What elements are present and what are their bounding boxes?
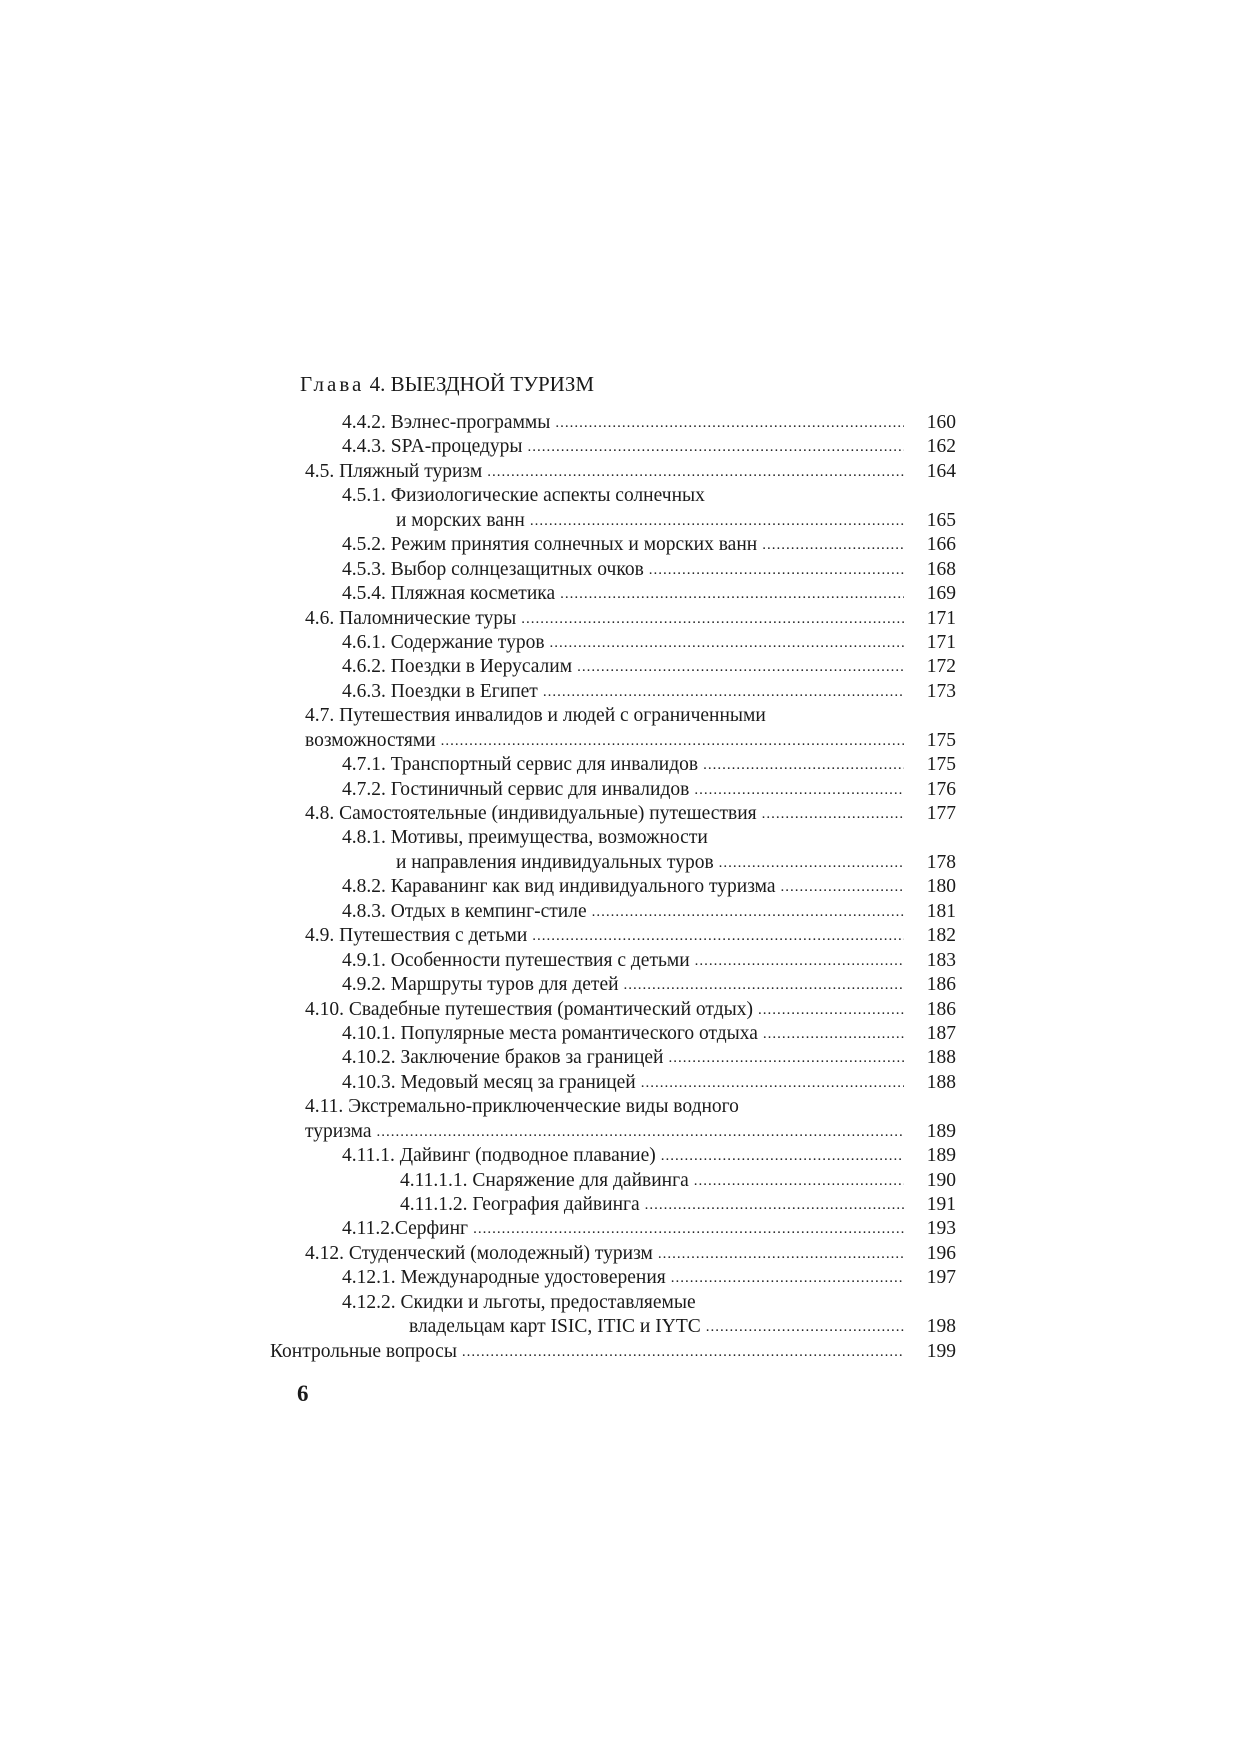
toc-entry-title: 4.9.2. Маршруты туров для детей xyxy=(342,974,619,996)
toc-entry-leader xyxy=(762,533,956,557)
dot-leader xyxy=(763,1022,904,1046)
toc-entry-page: 166 xyxy=(926,534,956,556)
toc-entry-leader xyxy=(624,973,956,997)
toc-entry-leader xyxy=(560,582,956,606)
toc-entry-page: 173 xyxy=(926,680,956,702)
toc-entry-page: 189 xyxy=(926,1145,956,1167)
toc-entry-page: 183 xyxy=(926,949,956,971)
dot-leader xyxy=(377,1120,905,1144)
toc-entry xyxy=(300,533,956,557)
dot-leader xyxy=(703,753,904,777)
dot-leader xyxy=(530,509,904,533)
toc-entry xyxy=(300,435,956,459)
dot-leader xyxy=(555,411,904,435)
toc-entry xyxy=(300,998,956,1022)
toc-entry-page: 193 xyxy=(926,1218,956,1240)
toc-entry xyxy=(300,484,956,508)
toc-entry xyxy=(300,582,956,606)
dot-leader xyxy=(694,778,904,802)
toc-entry-leader xyxy=(719,851,956,875)
toc-entry-page: 198 xyxy=(926,1316,956,1338)
toc-entry xyxy=(300,973,956,997)
toc-entry xyxy=(300,607,956,631)
toc-entry-title: 4.8. Самостоятельные (индивидуальные) путешествия xyxy=(305,803,757,824)
toc-entry-title: 4.7.1. Транспортный сервис для инвалидов xyxy=(342,754,699,776)
toc-entry-page: 169 xyxy=(926,583,956,605)
dot-leader xyxy=(671,1266,904,1290)
toc-entry-page: 172 xyxy=(926,656,956,678)
toc-entry-title: 4.6. Паломнические туры xyxy=(305,607,517,629)
toc-entry-page: 197 xyxy=(926,1267,956,1289)
toc-entry-leader xyxy=(658,1242,956,1266)
toc-entry-leader xyxy=(530,509,956,533)
toc-entry xyxy=(300,1022,956,1046)
chapter-title xyxy=(300,370,594,398)
dot-leader xyxy=(487,460,904,484)
toc-entry xyxy=(300,826,956,850)
toc-entry-leader xyxy=(706,1315,956,1339)
toc-entry-page: 177 xyxy=(926,803,956,824)
toc-entry-leader xyxy=(532,924,956,948)
dot-leader xyxy=(560,582,904,606)
toc-entry-leader xyxy=(577,655,956,679)
toc-entry xyxy=(300,680,956,704)
dot-leader xyxy=(669,1046,905,1070)
dot-leader xyxy=(694,1169,904,1193)
toc-entry-title: 4.5. Пляжный туризм xyxy=(305,460,483,482)
toc-entry-title: возможностями xyxy=(305,729,436,751)
toc-entry-title: 4.10.2. Заключение браков за границей xyxy=(342,1047,664,1069)
toc-entry-page: 165 xyxy=(926,509,956,531)
toc-entry-leader xyxy=(703,753,956,777)
toc-entry-leader xyxy=(528,435,956,459)
toc-entry-title: 4.12.2. Скидки и льготы, предоставляемые xyxy=(342,1291,696,1313)
toc-entry xyxy=(300,1095,956,1119)
toc-entry-title: 4.4.2. Вэлнес-программы xyxy=(342,412,551,433)
dot-leader xyxy=(641,1071,904,1095)
toc-entry-leader xyxy=(473,1217,956,1241)
toc-entry-title: и морских ванн xyxy=(396,509,525,531)
dot-leader xyxy=(649,558,904,582)
toc-entry-leader xyxy=(550,631,956,655)
dot-leader xyxy=(441,729,904,753)
toc-entry-title: 4.11.2.Серфинг xyxy=(342,1218,469,1240)
toc-entry-leader xyxy=(487,460,956,484)
toc-entry-page: 164 xyxy=(926,460,956,482)
toc-entry-title: туризма xyxy=(305,1120,372,1142)
toc-entry-title: 4.6.1. Содержание туров xyxy=(342,631,545,653)
toc-entry-page: 182 xyxy=(926,925,956,947)
toc-entry-leader xyxy=(781,875,956,899)
dot-leader xyxy=(658,1242,904,1266)
toc-entry-page: 181 xyxy=(926,900,956,922)
toc-entry-title: 4.9.1. Особенности путешествия с детьми xyxy=(342,949,690,971)
table-of-contents xyxy=(270,411,956,1364)
toc-entry-leader xyxy=(592,900,956,924)
toc-entry-title: 4.5.3. Выбор солнцезащитных очков xyxy=(342,558,644,580)
toc-entry-title: Контрольные вопросы xyxy=(270,1340,457,1362)
toc-entry xyxy=(300,1266,956,1290)
toc-entry-page: 186 xyxy=(926,974,956,996)
toc-entry-title: 4.6.2. Поездки в Иерусалим xyxy=(342,656,573,678)
toc-entry-page: 168 xyxy=(926,558,956,580)
toc-entry-page: 162 xyxy=(926,436,956,458)
toc-entry xyxy=(300,900,956,924)
toc-entry xyxy=(300,1291,956,1315)
dot-leader xyxy=(758,998,904,1022)
toc-entry xyxy=(300,1217,956,1241)
dot-leader xyxy=(781,875,904,899)
toc-entry xyxy=(300,1046,956,1070)
toc-entry-page: 190 xyxy=(926,1169,956,1191)
toc-entry xyxy=(300,509,956,533)
toc-entry-leader xyxy=(763,1022,956,1046)
toc-entry-leader xyxy=(441,729,956,753)
toc-entry-page: 178 xyxy=(926,851,956,873)
toc-entry-title: 4.8.2. Караванинг как вид индивидуального туризма xyxy=(342,876,776,898)
toc-entry xyxy=(270,1340,956,1364)
toc-entry-title: 4.4.3. SPA-процедуры xyxy=(342,436,523,458)
toc-entry xyxy=(300,631,956,655)
toc-entry-title: 4.12.1. Международные удостоверения xyxy=(342,1267,666,1289)
toc-entry-leader xyxy=(694,1169,956,1193)
toc-entry-title: 4.11.1.2. География дайвинга xyxy=(400,1194,640,1215)
dot-leader xyxy=(719,851,904,875)
toc-entry-title: 4.11.1. Дайвинг (подводное плавание) xyxy=(342,1145,656,1167)
toc-entry-page: 180 xyxy=(926,876,956,898)
toc-entry-page: 191 xyxy=(926,1194,956,1215)
toc-entry-page: 171 xyxy=(926,631,956,653)
toc-entry-page: 160 xyxy=(926,412,956,433)
toc-entry xyxy=(300,411,956,435)
toc-entry-page: 175 xyxy=(926,754,956,776)
toc-entry-title: 4.5.4. Пляжная косметика xyxy=(342,583,556,605)
toc-entry xyxy=(300,949,956,973)
toc-entry xyxy=(300,558,956,582)
toc-entry-page: 186 xyxy=(926,998,956,1020)
toc-entry-leader xyxy=(758,998,956,1022)
toc-entry xyxy=(300,1193,956,1217)
toc-entry-title: 4.6.3. Поездки в Египет xyxy=(342,680,538,702)
dot-leader xyxy=(473,1217,904,1241)
toc-entry xyxy=(300,1242,956,1266)
dot-leader xyxy=(661,1144,904,1168)
toc-entry-title: 4.10.1. Популярные места романтического отдыха xyxy=(342,1022,758,1044)
dot-leader xyxy=(550,631,904,655)
toc-entry xyxy=(300,875,956,899)
toc-entry xyxy=(300,1169,956,1193)
toc-entry xyxy=(300,753,956,777)
dot-leader xyxy=(528,435,904,459)
toc-entry-title: 4.7. Путешествия инвалидов и людей с ограниченными xyxy=(305,705,766,727)
toc-entry-page: 187 xyxy=(926,1022,956,1044)
page-number: 6 xyxy=(297,1381,309,1406)
toc-entry-title: владельцам карт ISIC, ITIC и IYTC xyxy=(409,1316,701,1338)
toc-entry xyxy=(300,655,956,679)
chapter-name: 4. ВЫЕЗДНОЙ ТУРИЗМ xyxy=(369,372,595,396)
dot-leader xyxy=(624,973,904,997)
toc-entry-title: 4.7.2. Гостиничный сервис для инвалидов xyxy=(342,778,690,800)
toc-entry-title: 4.5.2. Режим принятия солнечных и морских ванн xyxy=(342,534,758,556)
toc-entry-leader xyxy=(641,1071,956,1095)
toc-entry-page: 171 xyxy=(926,607,956,629)
toc-entry-title: 4.9. Путешествия с детьми xyxy=(305,925,528,947)
dot-leader xyxy=(462,1340,904,1364)
toc-entry-title: 4.8.3. Отдых в кемпинг-стиле xyxy=(342,900,587,922)
dot-leader xyxy=(577,655,904,679)
toc-entry-title: 4.11.1.1. Снаряжение для дайвинга xyxy=(400,1169,689,1191)
toc-entry-leader xyxy=(762,802,956,826)
toc-entry-leader xyxy=(661,1144,956,1168)
toc-entry xyxy=(300,778,956,802)
toc-entry-leader xyxy=(649,558,956,582)
toc-entry-leader xyxy=(462,1340,956,1364)
toc-entry-title: 4.5.1. Физиологические аспекты солнечных xyxy=(342,485,705,507)
toc-entry-title: и направления индивидуальных туров xyxy=(396,851,714,873)
dot-leader xyxy=(706,1315,904,1339)
toc-entry-title: 4.8.1. Мотивы, преимущества, возможности xyxy=(342,827,708,849)
dot-leader xyxy=(543,680,904,704)
toc-entry xyxy=(300,1144,956,1168)
toc-entry xyxy=(300,924,956,948)
toc-entry-leader xyxy=(645,1193,956,1217)
toc-entry-leader xyxy=(695,949,956,973)
toc-entry xyxy=(300,1315,956,1339)
toc-entry-page: 175 xyxy=(926,729,956,751)
dot-leader xyxy=(762,533,904,557)
toc-entry xyxy=(300,1120,956,1144)
toc-entry-page: 189 xyxy=(926,1120,956,1142)
dot-leader xyxy=(521,607,904,631)
toc-entry xyxy=(300,802,956,826)
toc-entry xyxy=(300,1071,956,1095)
toc-entry-leader xyxy=(555,411,956,435)
toc-entry-page: 196 xyxy=(926,1242,956,1264)
toc-entry-title: 4.12. Студенческий (молодежный) туризм xyxy=(305,1242,653,1264)
chapter-label: Глава xyxy=(300,372,365,396)
dot-leader xyxy=(645,1193,904,1217)
toc-entry-page: 176 xyxy=(926,778,956,800)
toc-entry xyxy=(300,851,956,875)
dot-leader xyxy=(532,924,904,948)
toc-entry-leader xyxy=(543,680,956,704)
toc-entry-page: 188 xyxy=(926,1071,956,1093)
toc-entry-leader xyxy=(671,1266,956,1290)
toc-entry xyxy=(300,460,956,484)
dot-leader xyxy=(762,802,904,826)
toc-entry-page: 188 xyxy=(926,1047,956,1069)
dot-leader xyxy=(592,900,904,924)
toc-entry-leader xyxy=(694,778,956,802)
toc-entry xyxy=(300,729,956,753)
dot-leader xyxy=(695,949,904,973)
toc-entry-leader xyxy=(377,1120,957,1144)
toc-entry-title: 4.10.3. Медовый месяц за границей xyxy=(342,1071,636,1093)
toc-entry-title: 4.10. Свадебные путешествия (романтический отдых) xyxy=(305,998,753,1020)
toc-entry-leader xyxy=(669,1046,957,1070)
toc-entry-leader xyxy=(521,607,956,631)
toc-entry xyxy=(300,704,956,728)
toc-entry-page: 199 xyxy=(926,1340,956,1362)
toc-entry-title: 4.11. Экстремально-приключенческие виды водного xyxy=(305,1096,739,1118)
